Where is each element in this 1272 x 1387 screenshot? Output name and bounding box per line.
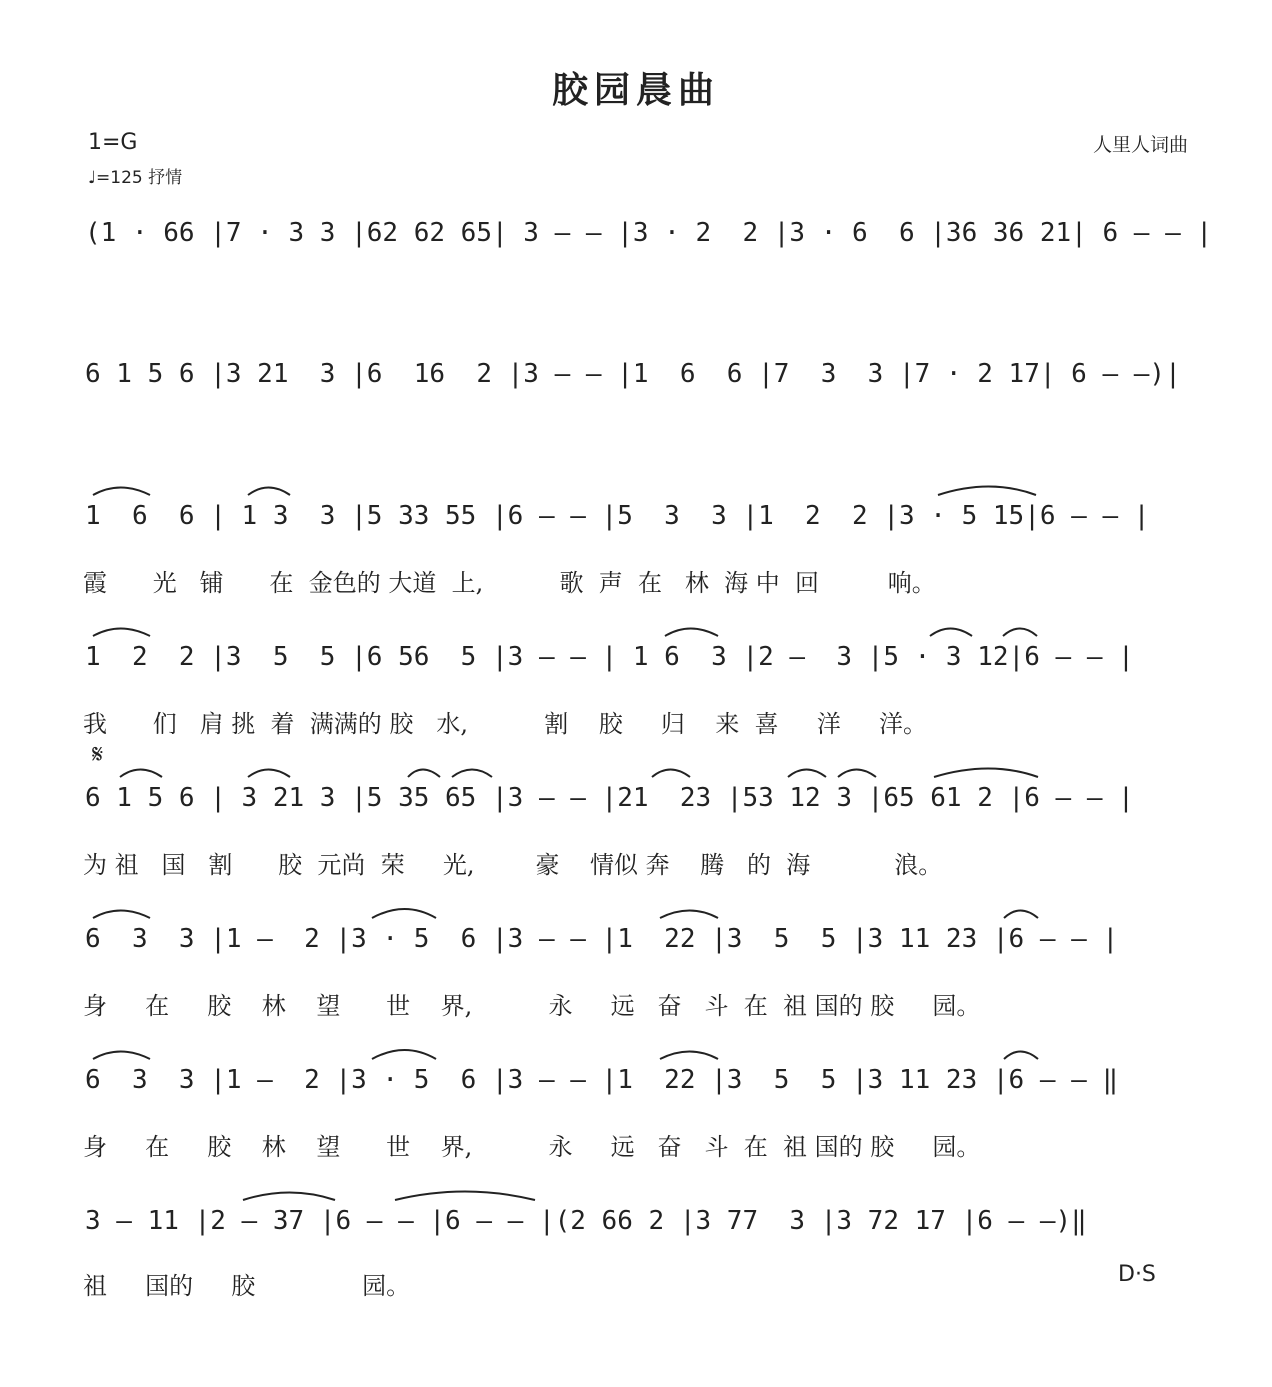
melody-row: 6 3 3 |1 – 2 |3 · 5 6 |3 – – |1 22 |3 5 5 |3 11 23 |6 – – |: [85, 924, 1119, 954]
slur-arc: [408, 770, 440, 778]
slur-arc: [93, 488, 150, 496]
slur-arc: [395, 1192, 535, 1201]
slur-arc: [660, 1052, 718, 1060]
slur-arc: [243, 1193, 335, 1201]
dal-segno-mark: D·S: [1118, 1262, 1156, 1287]
slur-arc: [120, 770, 162, 778]
tempo-marking: ♩=125 抒情: [88, 168, 183, 188]
slur-arc: [248, 488, 290, 496]
melody-row: 6 1 5 6 |3 21 3 |6 16 2 |3 – – |1 6 6 |7 3 3 |7 · 2 17| 6 – –)|: [85, 359, 1181, 389]
slur-arc: [452, 770, 492, 778]
slur-arc: [1003, 629, 1037, 637]
slur-arc: [652, 770, 690, 778]
slur-arc: [93, 629, 150, 637]
slur-arc: [838, 770, 876, 778]
slur-arc: [1004, 911, 1038, 919]
melody-row: 6 3 3 |1 – 2 |3 · 5 6 |3 – – |1 22 |3 5 5 |3 11 23 |6 – – ‖: [85, 1065, 1119, 1095]
slur-arc: [1004, 1052, 1038, 1060]
slur-arc: [665, 629, 718, 637]
slur-arc: [372, 909, 436, 918]
slur-arc: [660, 911, 718, 919]
lyric-line: 祖 国的 胶 园。: [83, 1272, 411, 1300]
slur-arc: [788, 770, 826, 778]
slur-arc: [372, 1050, 436, 1059]
slur-arc: [938, 487, 1036, 496]
page-title: 胶园晨曲: [551, 69, 720, 111]
lyric-line: 霞 光 铺 在 金色的 大道 上, 歌 声 在 林 海 中 回 响。: [83, 569, 936, 597]
melody-row: 3 – 11 |2 – 37 |6 – – |6 – – |(2 66 2 |3 77 3 |3 72 17 |6 – –)‖: [85, 1206, 1087, 1236]
melody-row: 1 6 6 | 1 3 3 |5 33 55 |6 – – |5 3 3 |1 2 2 |3 · 5 15|6 – – |: [85, 501, 1150, 531]
lyric-line: 我 们 肩 挑 着 满满的 胶 水, 割 胶 归 来 喜 洋 洋。: [83, 710, 927, 738]
slur-arc: [93, 1052, 150, 1060]
lyric-line: 身 在 胶 林 望 世 界, 永 远 奋 斗 在 祖 国的 胶 园。: [83, 1133, 981, 1161]
slur-arc: [930, 629, 972, 637]
melody-row: 1 2 2 |3 5 5 |6 56 5 |3 – – | 1 6 3 |2 – 3 |5 · 3 12|6 – – |: [85, 642, 1134, 672]
slur-arc: [248, 770, 290, 778]
slur-arc: [934, 769, 1038, 778]
composer-credit: 人里人词曲: [1092, 134, 1188, 156]
segno-sign: 𝄋: [92, 740, 104, 770]
melody-row: 6 1 5 6 | 3 21 3 |5 35 65 |3 – – |21 23 |53 12 3 |65 61 2 |6 – – |: [85, 783, 1134, 813]
lyric-line: 为 祖 国 割 胶 元尚 荣 光, 豪 情似 奔 腾 的 海 浪。: [83, 851, 943, 879]
slur-arc: [93, 911, 150, 919]
lyric-line: 身 在 胶 林 望 世 界, 永 远 奋 斗 在 祖 国的 胶 园。: [83, 992, 981, 1020]
melody-row: (1 · 66 |7 · 3 3 |62 62 65| 3 – – |3 · 2 2 |3 · 6 6 |36 36 21| 6 – – |: [85, 218, 1213, 248]
key-signature: 1=G: [88, 130, 138, 155]
